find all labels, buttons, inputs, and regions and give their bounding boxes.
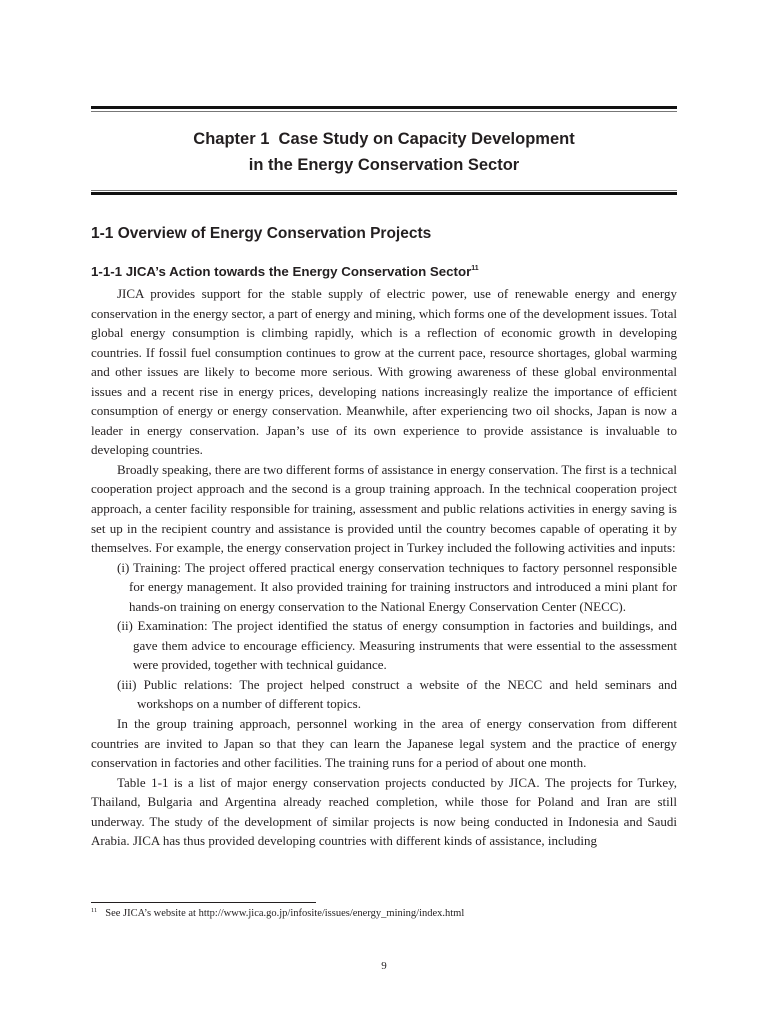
footnote-text: See JICA’s website at http://www.jica.go.jp/infosite/issues/energy_mining/index.html bbox=[105, 908, 465, 919]
paragraph: In the group training approach, personnel working in the area of energy conservation from different countries are invited to Japan so that they can learn the Japanese legal system and the practice of energy conservation in factories and other facilities. The training runs for a period of about one month. bbox=[91, 716, 677, 771]
chapter-rule-top-thick bbox=[91, 106, 677, 109]
footnote-mark: 11 bbox=[91, 907, 98, 914]
paragraph: Table 1-1 is a list of major energy conservation projects conducted by JICA. The projects for Turkey, Thailand, Bulgaria and Argentina already reached completion, while those for Poland and Iran are still underway. The study of the development of similar projects is now being conducted in Indonesia and Saudi Arabia. JICA has thus provided developing countries with different kinds of assistance, including bbox=[91, 774, 677, 849]
subsection-heading bbox=[91, 264, 479, 279]
chapter-rule-top-thin bbox=[91, 111, 677, 112]
subsection-heading-text: 1-1-1 JICA’s Action towards the Energy Conservation Sector bbox=[91, 264, 472, 279]
list-item-examination: (ii) Examination: The project identified the status of energy consumption in factories and buildings, and gave them advice to encourage efficiency. Measuring instruments that were essential to the assessment were provided, together with technical guidance. bbox=[117, 618, 677, 673]
chapter-rule-bottom-thick bbox=[91, 192, 677, 195]
list-item-public-relations: (iii) Public relations: The project helped construct a website of the NECC and held seminars and workshops on a number of different topics. bbox=[117, 676, 677, 712]
footnote-reference[interactable]: 11 bbox=[471, 265, 479, 272]
page-number: 9 bbox=[381, 960, 387, 972]
chapter-rule-bottom-thin bbox=[91, 190, 677, 191]
chapter-title-line-1: Chapter 1 Case Study on Capacity Development bbox=[193, 130, 575, 148]
body-text bbox=[91, 284, 677, 851]
chapter-title bbox=[91, 126, 677, 178]
list-item-training: (i) Training: The project offered practical energy conservation techniques to factory personnel responsible for energy management. It also provided training for training instructors and introduced a mini plant for hands-on training on energy conservation to the National Energy Conservation Center (NECC). bbox=[117, 559, 677, 614]
chapter-title-line-2: in the Energy Conservation Sector bbox=[248, 156, 520, 174]
footnote-separator bbox=[91, 902, 316, 903]
footnote bbox=[91, 907, 464, 919]
paragraph: Broadly speaking, there are two different forms of assistance in energy conservation. The first is a technical cooperation project approach and the second is a group training approach. In the technical cooperation project approach, a center facility responsible for training, assessment and public relations activities in energy saving is set up in the recipient country and assistance is provided until the country becomes capable of operating it by themselves. For example, the energy conservation project in Turkey included the following activities and inputs: bbox=[91, 461, 677, 556]
paragraph: JICA provides support for the stable supply of electric power, use of renewable energy and energy conservation in the energy sector, a part of energy and mining, which forms one of the development issues. Total global energy consumption is climbing rapidly, which is a reflection of economic growth in developing countries. If fossil fuel consumption continues to grow at the current pace, resource shortages, global warming and other issues are likely to become more serious. With growing awareness of these global environmental issues and a recent rise in energy prices, developing nations increasingly realize the importance of efficient consumption of energy or energy conservation. Meanwhile, after experiencing two oil shocks, Japan is now a leader in energy conservation. Japan’s use of its own experience to provide assistance is invaluable to developing countries. bbox=[91, 286, 677, 458]
section-heading: 1-1 Overview of Energy Conservation Projects bbox=[91, 225, 432, 242]
